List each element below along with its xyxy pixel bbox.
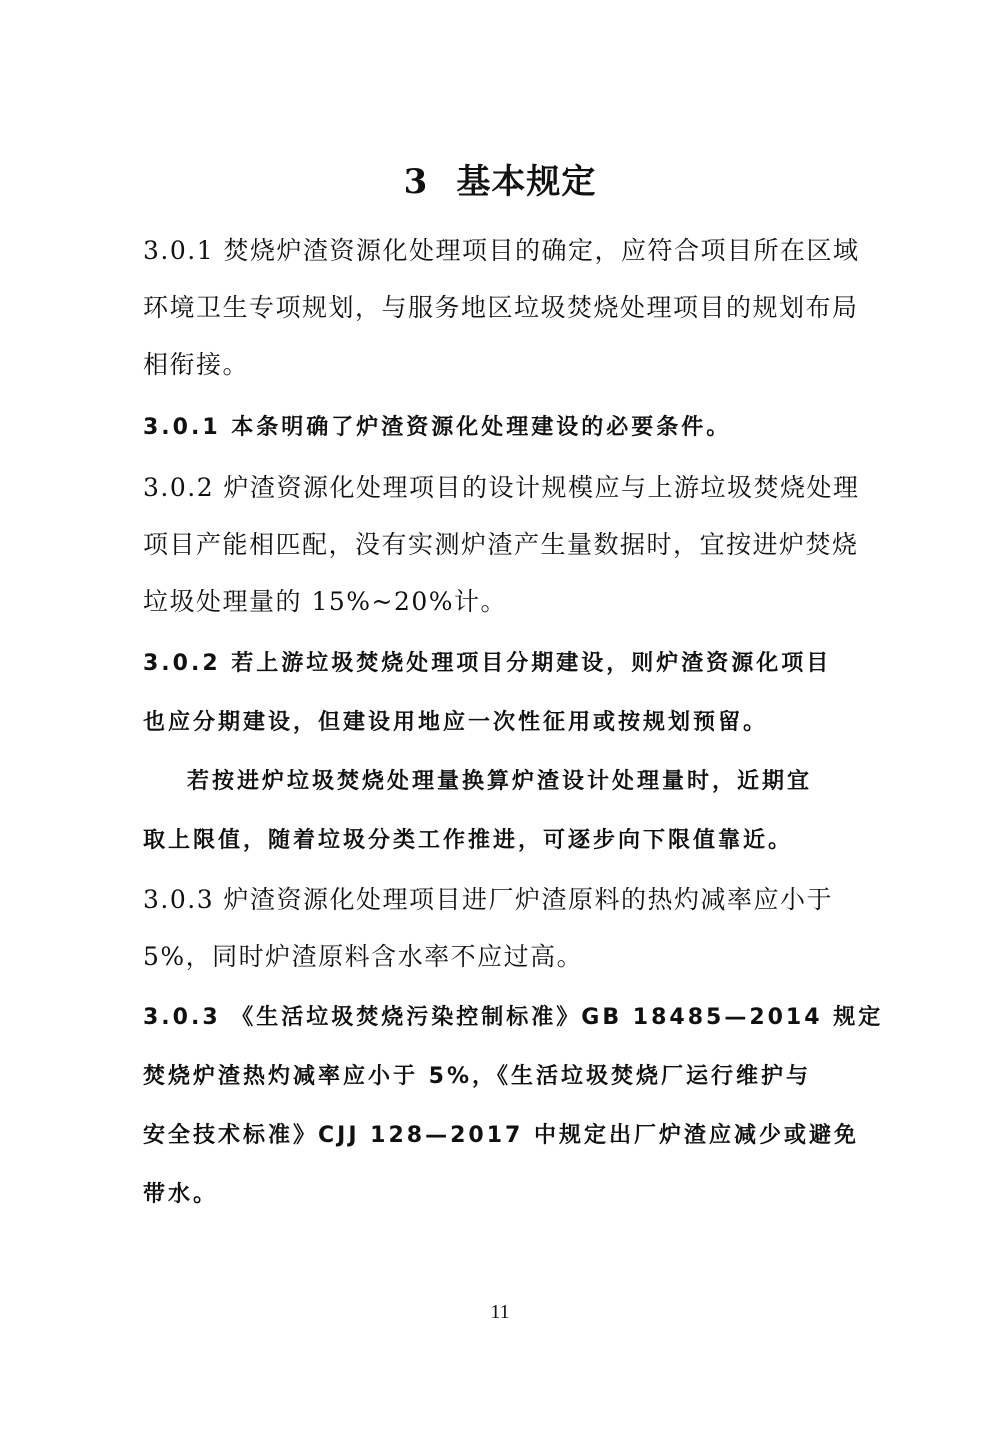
text-line: 3.0.3 《生活垃圾焚烧污染控制标准》GB 18485—2014 规定 [143,1005,884,1030]
text-line: 环境卫生专项规划，与服务地区垃圾焚烧处理项目的规划布局 [143,293,859,322]
clause-3-0-3 [143,871,863,985]
text-line: 5%，同时炉渣原料含水率不应过高。 [143,942,584,971]
clause-3-0-2 [143,459,863,630]
section-title [0,158,1000,206]
explanation-3-0-3 [143,988,884,1224]
text-line: 垃圾处理量的 15%~20%计。 [143,587,508,616]
text-line: 若按进炉垃圾焚烧处理量换算炉渣设计处理量时，近期宜 [187,769,813,794]
clause-3-0-1 [143,222,863,393]
text-line: 也应分期建设，但建设用地应一次性征用或按规划预留。 [143,710,769,735]
explanation-3-0-1 [143,398,863,457]
text-line: 3.0.2 炉渣资源化处理项目的设计规模应与上游垃圾焚烧处理 [143,473,860,502]
explanation-3-0-2-continued [143,752,863,870]
text-line: 3.0.1 本条明确了炉渣资源化处理建设的必要条件。 [143,415,732,440]
page-number: 11 [490,1301,510,1323]
explanation-3-0-2 [143,634,863,752]
section-number: 3 [403,162,429,202]
text-line: 焚烧炉渣热灼减率应小于 5%，《生活垃圾焚烧厂运行维护与 [143,1064,812,1089]
text-line: 3.0.1 焚烧炉渣资源化处理项目的确定，应符合项目所在区域 [143,236,860,265]
text-line: 项目产能相匹配，没有实测炉渣产生量数据时，宜按进炉焚烧 [143,530,859,559]
text-line: 安全技术标准》CJJ 128—2017 中规定出厂炉渣应减少或避免 [143,1123,859,1148]
text-line: 取上限值，随着垃圾分类工作推进，可逐步向下限值靠近。 [143,828,794,853]
text-line: 相衔接。 [143,350,250,379]
text-line: 带水。 [143,1182,219,1207]
text-line: 3.0.3 炉渣资源化处理项目进厂炉渣原料的热灼减率应小于 [143,885,834,914]
section-title-text: 基本规定 [456,162,597,202]
text-line: 3.0.2 若上游垃圾焚烧处理项目分期建设，则炉渣资源化项目 [143,651,832,676]
